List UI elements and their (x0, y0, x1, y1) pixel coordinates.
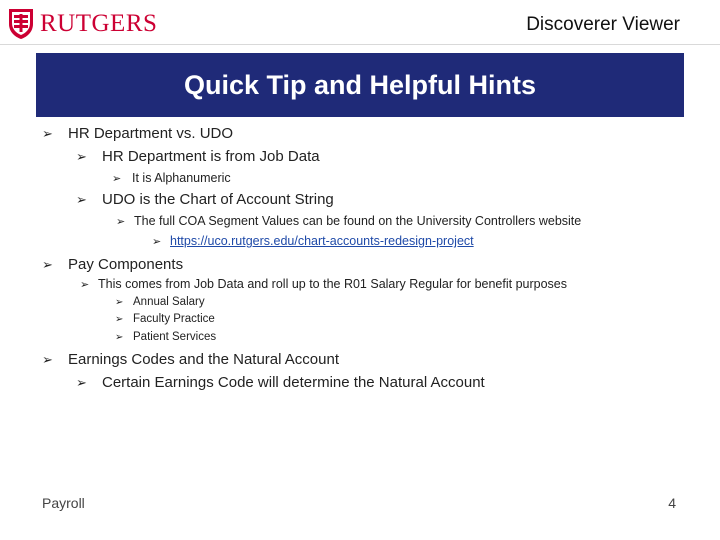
arrow-bullet-icon: ➢ (80, 278, 90, 291)
bullet-item (42, 125, 233, 142)
bullet-item (42, 351, 339, 368)
bullet-text: Certain Earnings Code will determine the Natural Account (102, 374, 485, 391)
bullet-text: Earnings Codes and the Natural Account (68, 351, 340, 368)
bullet-text: This comes from Job Data and roll up to the R01 Salary Regular for benefit purposes (98, 277, 567, 291)
app-title: Discoverer Viewer (526, 14, 680, 35)
bullet-item (76, 148, 320, 165)
arrow-bullet-icon: ➢ (115, 314, 124, 325)
bullet-text: The full COA Segment Values can be found on the University Controllers website (134, 214, 582, 228)
bullet-text: Patient Services (133, 331, 217, 343)
bullet-text: HR Department is from Job Data (102, 148, 320, 165)
logo-wordmark: RUTGERS (40, 10, 158, 37)
bullet-text: HR Department vs. UDO (68, 125, 234, 142)
arrow-bullet-icon: ➢ (116, 215, 126, 228)
arrow-bullet-icon: ➢ (76, 150, 87, 165)
arrow-bullet-icon: ➢ (42, 127, 53, 142)
title-banner (36, 53, 684, 117)
bullet-text: Pay Components (68, 256, 184, 273)
arrow-bullet-icon: ➢ (115, 297, 124, 308)
bullet-item (112, 171, 231, 185)
shield-icon (8, 8, 34, 40)
bullet-item (76, 191, 334, 208)
arrow-bullet-icon: ➢ (115, 332, 124, 343)
arrow-bullet-icon: ➢ (42, 353, 53, 368)
header-divider (0, 44, 720, 45)
arrow-bullet-icon: ➢ (152, 235, 162, 248)
bullet-text: Annual Salary (133, 296, 205, 308)
bullet-item (115, 313, 215, 325)
footer-section: Payroll (42, 495, 85, 511)
bullet-item (42, 256, 183, 273)
bullet-item (115, 331, 216, 343)
arrow-bullet-icon: ➢ (76, 376, 87, 391)
bullet-text: It is Alphanumeric (132, 171, 231, 185)
arrow-bullet-icon: ➢ (112, 172, 122, 185)
arrow-bullet-icon: ➢ (42, 258, 53, 273)
rutgers-logo (8, 6, 157, 42)
arrow-bullet-icon: ➢ (76, 193, 87, 208)
page-number: 4 (668, 495, 676, 511)
bullet-item (152, 234, 474, 248)
bullet-text: UDO is the Chart of Account String (102, 191, 334, 208)
bullet-text: Faculty Practice (133, 313, 215, 325)
coa-link[interactable]: https://uco.rutgers.edu/chart-accounts-redesign-project (170, 234, 474, 248)
bullet-item (115, 296, 205, 308)
slide-title: Quick Tip and Helpful Hints (183, 69, 537, 100)
bullet-item (76, 374, 485, 391)
bullet-item (116, 214, 581, 228)
bullet-item (80, 277, 567, 291)
